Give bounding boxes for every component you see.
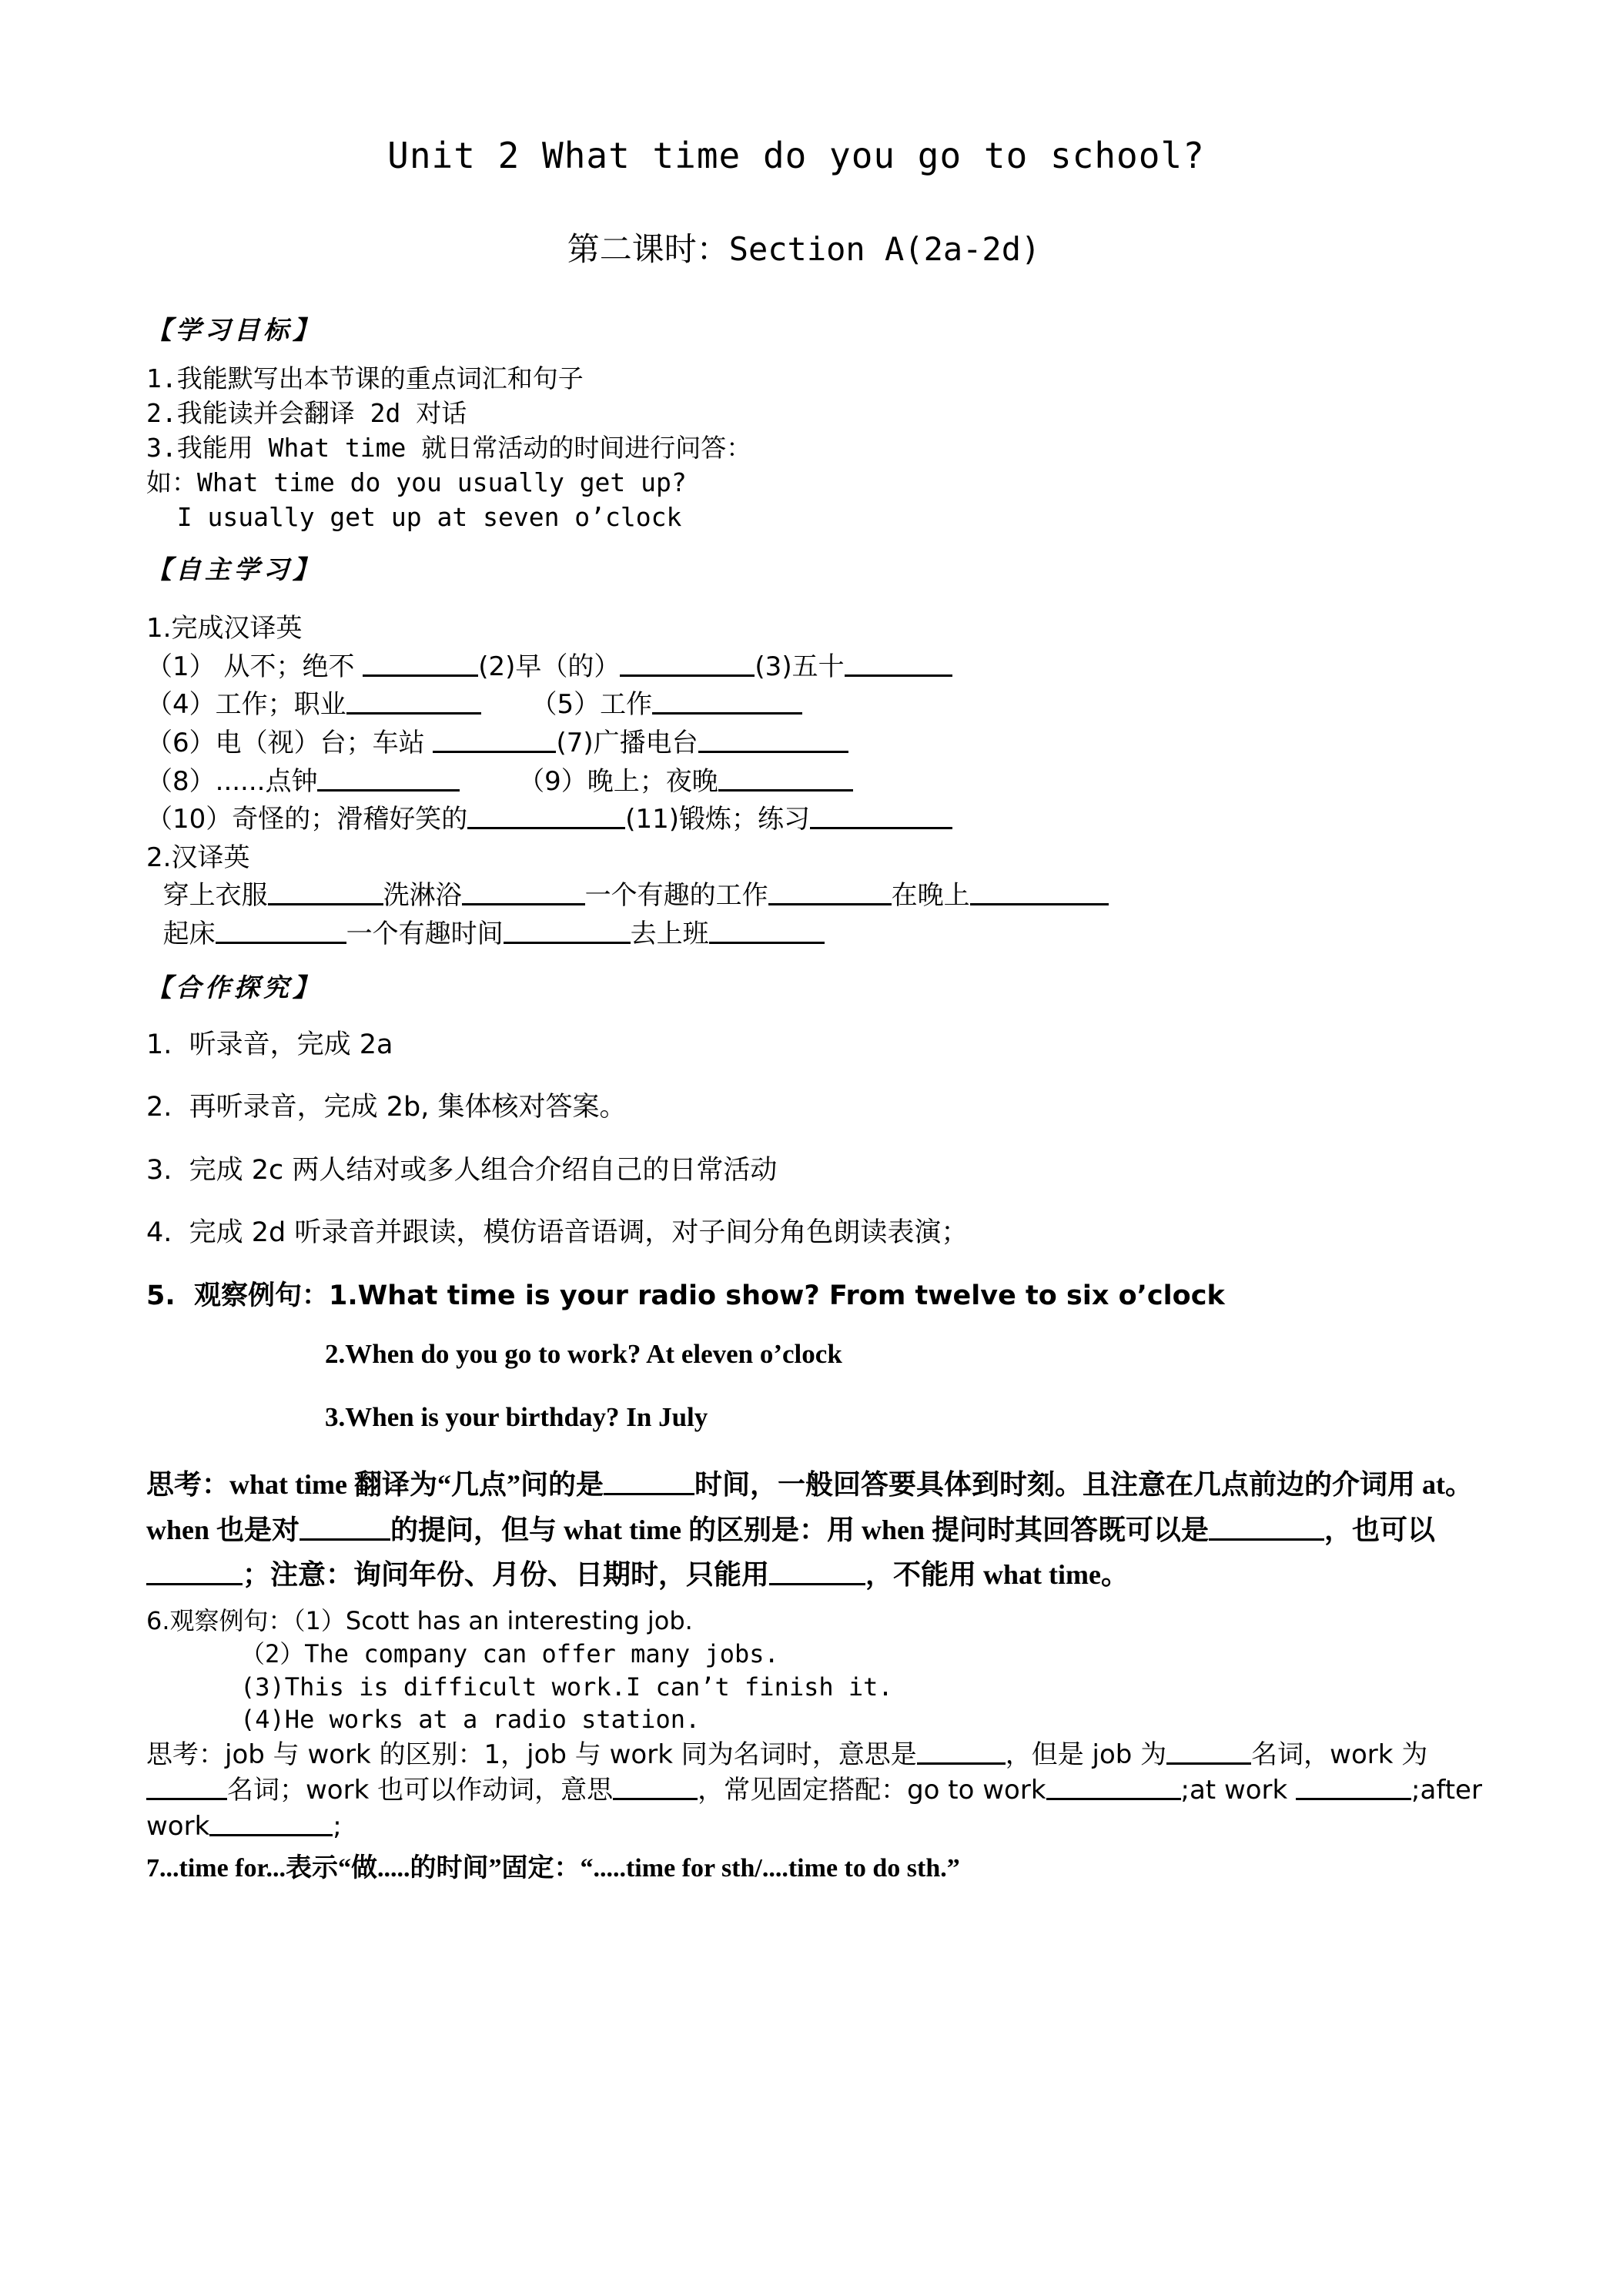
- vocabulary-prompt: (7)广播电台: [556, 727, 698, 758]
- reflection-text: 思考：job 与 work 的区别：1，job 与 work 同为名词时，意思是: [146, 1739, 917, 1770]
- vocabulary-prompt: （1） 从不；绝不: [146, 651, 363, 682]
- reflection-text: ;after work: [146, 1775, 1491, 1842]
- reflection-paragraph-whattime: [146, 1462, 1492, 1597]
- inquiry-item: 3. 完成 2c 两人结对或多人组合介绍自己的日常活动: [146, 1154, 778, 1186]
- example-sentence: (3)This is difficult work.I can’t finish it.: [240, 1672, 893, 1702]
- vocabulary-prompt: （8）......点钟: [146, 765, 318, 797]
- answer-blank[interactable]: [216, 915, 346, 944]
- answer-blank[interactable]: [620, 648, 755, 677]
- inquiry-item: 2. 再听录音，完成 2b, 集体核对答案。: [146, 1092, 627, 1123]
- answer-blank[interactable]: [363, 648, 478, 677]
- inquiry-item-timefor: 7...time for...表示“做.....的时间”固定：“.....time for sth/....time to do sth.”: [146, 1854, 960, 1883]
- example-sentence: 2.When do you go to work? At eleven o’clock: [325, 1339, 842, 1370]
- reflection-text: 时间，一般回答要具体到时刻。且注意在几点前边的介词用 at。when 也是对: [146, 1469, 1473, 1545]
- phrase-fill-in-list: [146, 877, 1492, 953]
- vocabulary-fill-in-list: [146, 648, 1492, 839]
- answer-blank[interactable]: [769, 1555, 865, 1585]
- phrase-prompt: 一个有趣的工作: [584, 880, 768, 912]
- page-title: Unit 2 What time do you go to school?: [387, 135, 1205, 176]
- objective-item: 1.我能默写出本节课的重点词汇和句子: [146, 363, 584, 394]
- answer-blank[interactable]: [768, 877, 892, 905]
- reflection-text: 名词；work 也可以作动词，意思: [227, 1775, 614, 1806]
- phrase-prompt: 洗淋浴: [383, 880, 462, 912]
- page-subtitle: 第二课时：Section A(2a-2d): [567, 230, 1041, 268]
- answer-blank[interactable]: [698, 725, 848, 753]
- answer-blank[interactable]: [1166, 1736, 1251, 1765]
- inquiry-item-observe: [146, 1279, 1492, 1314]
- answer-blank[interactable]: [1046, 1772, 1181, 1800]
- vocabulary-prompt: （4）工作；职业: [146, 689, 346, 721]
- answer-blank[interactable]: [317, 763, 460, 792]
- answer-blank[interactable]: [604, 1465, 694, 1495]
- answer-blank[interactable]: [709, 915, 825, 944]
- answer-blank[interactable]: [467, 801, 625, 829]
- vocabulary-prompt: （5）工作: [480, 689, 653, 721]
- answer-blank[interactable]: [209, 1808, 333, 1836]
- answer-blank[interactable]: [504, 915, 631, 944]
- reflection-text: ；注意：询问年份、月份、日期时，只能用: [243, 1559, 770, 1591]
- vocabulary-prompt: (2)早（的）: [478, 651, 621, 682]
- reflection-text: ，不能用 what time。: [865, 1559, 1129, 1591]
- reflection-text: ，也可以: [1324, 1514, 1436, 1545]
- reflection-text: 名词，work 为: [1251, 1739, 1428, 1770]
- vocabulary-row: [146, 725, 1492, 763]
- answer-blank[interactable]: [845, 648, 952, 677]
- vocabulary-prompt: (3)五十: [755, 651, 845, 682]
- objectives-list: [146, 363, 1492, 534]
- vocabulary-prompt: （6）电（视）台；车站: [146, 727, 433, 758]
- inquiry-item-observe-text: 5. 观察例句：1.What time is your radio show? From twelve to six o’clock: [146, 1280, 1225, 1311]
- answer-blank[interactable]: [810, 801, 952, 829]
- answer-blank[interactable]: [613, 1772, 698, 1800]
- phrase-prompt: 穿上衣服: [146, 880, 268, 912]
- example-sentence: 3.When is your birthday? In July: [325, 1401, 708, 1432]
- vocabulary-prompt: (11)锻炼；练习: [625, 804, 811, 835]
- vocabulary-row: [146, 686, 1492, 725]
- task-label-translate: 2.汉译英: [146, 842, 250, 873]
- answer-blank[interactable]: [346, 686, 481, 715]
- reflection-text: 思考：what time 翻译为“几点”问的是: [146, 1469, 604, 1501]
- inquiry-item: 1. 听录音，完成 2a: [146, 1029, 393, 1060]
- reflection-paragraph-jobwork: [146, 1736, 1492, 1845]
- objective-item: 2.我能读并会翻译 2d 对话: [146, 398, 467, 429]
- phrase-prompt: 起床: [146, 919, 216, 950]
- answer-blank[interactable]: [462, 877, 585, 905]
- answer-blank[interactable]: [1296, 1772, 1411, 1800]
- answer-blank[interactable]: [1209, 1511, 1324, 1541]
- answer-blank[interactable]: [300, 1511, 390, 1541]
- vocabulary-prompt: （10）奇怪的；滑稽好笑的: [146, 804, 468, 835]
- example-sentence: (4)He works at a radio station.: [240, 1705, 701, 1735]
- answer-blank[interactable]: [146, 1772, 227, 1800]
- reflection-text: ;: [333, 1811, 342, 1842]
- section-header-inquiry: 【合作探究】: [146, 972, 322, 1002]
- answer-blank[interactable]: [970, 877, 1109, 905]
- answer-blank[interactable]: [268, 877, 383, 905]
- vocabulary-row: [146, 801, 1492, 839]
- answer-blank[interactable]: [917, 1736, 1006, 1765]
- vocabulary-prompt: （9）晚上；夜晚: [460, 765, 718, 797]
- inquiry-item-observe-label: 6.观察例句：（1）Scott has an interesting job.: [146, 1606, 693, 1636]
- reflection-text: ，常见固定搭配：go to work: [698, 1775, 1046, 1806]
- objective-example: 如：What time do you usually get up?: [146, 467, 687, 497]
- task-label-translate-cn-en: 1.完成汉译英: [146, 613, 303, 644]
- answer-blank[interactable]: [146, 1555, 243, 1585]
- phrase-prompt: 在晚上: [891, 880, 970, 912]
- vocabulary-row: [146, 648, 1492, 687]
- answer-blank[interactable]: [718, 763, 853, 792]
- vocabulary-row: [146, 763, 1492, 802]
- phrase-prompt: 一个有趣时间: [346, 919, 504, 950]
- objective-example: I usually get up at seven o’clock: [146, 501, 682, 532]
- reflection-text: 的提问，但与 what time 的区别是：用 when 提问时其回答既可以是: [390, 1514, 1210, 1545]
- inquiry-item-observe-job: [146, 1605, 1492, 1638]
- reflection-text: ，但是 job 为: [1005, 1739, 1167, 1770]
- phrase-row: [146, 877, 1492, 915]
- answer-blank[interactable]: [652, 686, 802, 715]
- inquiry-item: 4. 完成 2d 听录音并跟读，模仿语音语调，对子间分角色朗读表演；: [146, 1217, 969, 1249]
- phrase-prompt: 去上班: [630, 919, 709, 950]
- section-header-selfstudy: 【自主学习】: [146, 554, 322, 584]
- answer-blank[interactable]: [433, 725, 556, 753]
- section-header-objectives: 【学习目标】: [146, 315, 322, 345]
- example-sentence: （2）The company can offer many jobs.: [240, 1638, 779, 1668]
- objective-item: 3.我能用 What time 就日常活动的时间进行问答：: [146, 433, 752, 464]
- phrase-row: [146, 915, 1492, 954]
- reflection-text: ;at work: [1180, 1775, 1297, 1806]
